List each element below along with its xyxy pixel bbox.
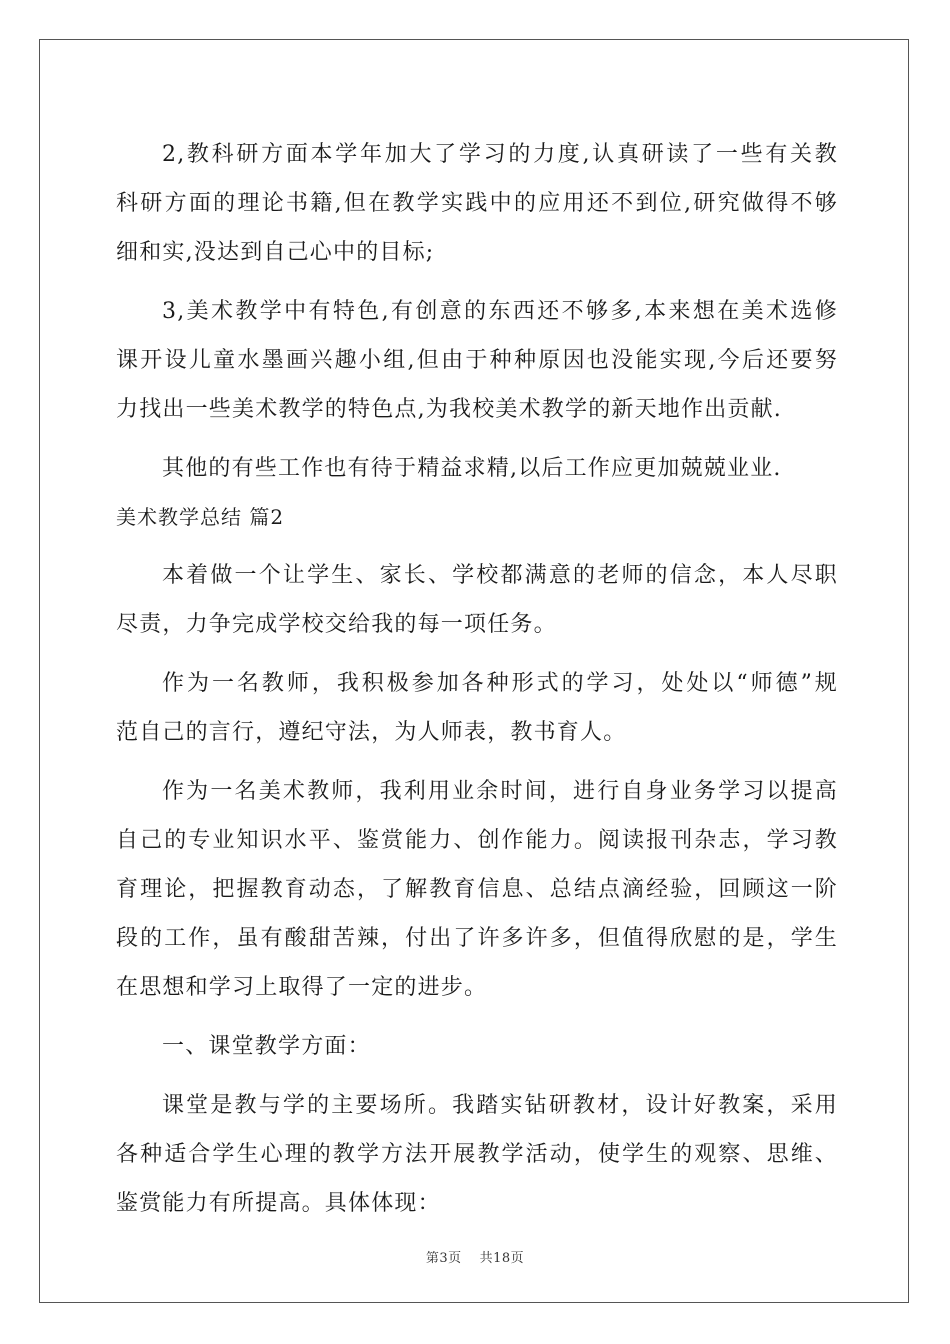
text-line: 一、课堂教学方面：	[162, 1034, 371, 1059]
paragraph	[116, 287, 838, 434]
text-line: 段的工作，虽有酸甜苦辣，付出了许多许多，但值得欣慰的是，学生	[116, 926, 838, 951]
text-line: 鉴赏能力有所提高。具体体现：	[116, 1191, 441, 1216]
text-line: 作为一名教师，我积极参加各种形式的学习，处处以“师德”规	[162, 671, 838, 696]
text-line: 细和实,没达到自己心中的目标;	[116, 240, 435, 265]
text-line: 育理论，把握教育动态，了解教育信息、总结点滴经验，回顾这一阶	[116, 877, 838, 902]
text-line: 尽责，力争完成学校交给我的每一项任务。	[116, 612, 557, 637]
paragraph	[116, 444, 838, 493]
page-number: 第3页	[425, 1251, 462, 1266]
paragraph	[116, 130, 838, 277]
text-line: 课堂是教与学的主要场所。我踏实钻研教材，设计好教案，采用	[162, 1093, 838, 1118]
text-line: 3,美术教学中有特色,有创意的东西还不够多,本来想在美术选修	[162, 299, 838, 324]
text-line: 本着做一个让学生、家长、学校都满意的老师的信念，本人尽职	[162, 563, 838, 588]
text-line: 范自己的言行，遵纪守法，为人师表，教书育人。	[116, 720, 627, 745]
paragraph	[116, 767, 838, 1012]
paragraph	[116, 551, 838, 649]
text-line: 其他的有些工作也有待于精益求精,以后工作应更加兢兢业业.	[162, 456, 782, 481]
text-line: 力找出一些美术教学的特色点,为我校美术教学的新天地作出贡献.	[116, 397, 782, 422]
text-line: 自己的专业知识水平、鉴赏能力、创作能力。阅读报刊杂志，学习教	[116, 828, 838, 853]
page-total: 共18页	[479, 1251, 525, 1266]
text-line: 作为一名美术教师，我利用业余时间，进行自身业务学习以提高	[162, 779, 838, 804]
paragraph	[116, 1022, 838, 1071]
page-footer	[0, 1247, 950, 1266]
paragraph	[116, 1081, 838, 1228]
section-title: 美术教学总结 篇2	[116, 505, 285, 529]
text-line: 各种适合学生心理的教学方法开展教学活动，使学生的观察、思维、	[116, 1142, 838, 1167]
text-line: 在思想和学习上取得了一定的进步。	[116, 975, 488, 1000]
text-line: 2,教科研方面本学年加大了学习的力度,认真研读了一些有关教	[162, 142, 838, 167]
text-line: 科研方面的理论书籍,但在教学实践中的应用还不到位,研究做得不够	[116, 191, 838, 216]
text-line: 课开设儿童水墨画兴趣小组,但由于种种原因也没能实现,今后还要努	[116, 348, 838, 373]
document-body	[116, 130, 838, 1228]
paragraph	[116, 659, 838, 757]
